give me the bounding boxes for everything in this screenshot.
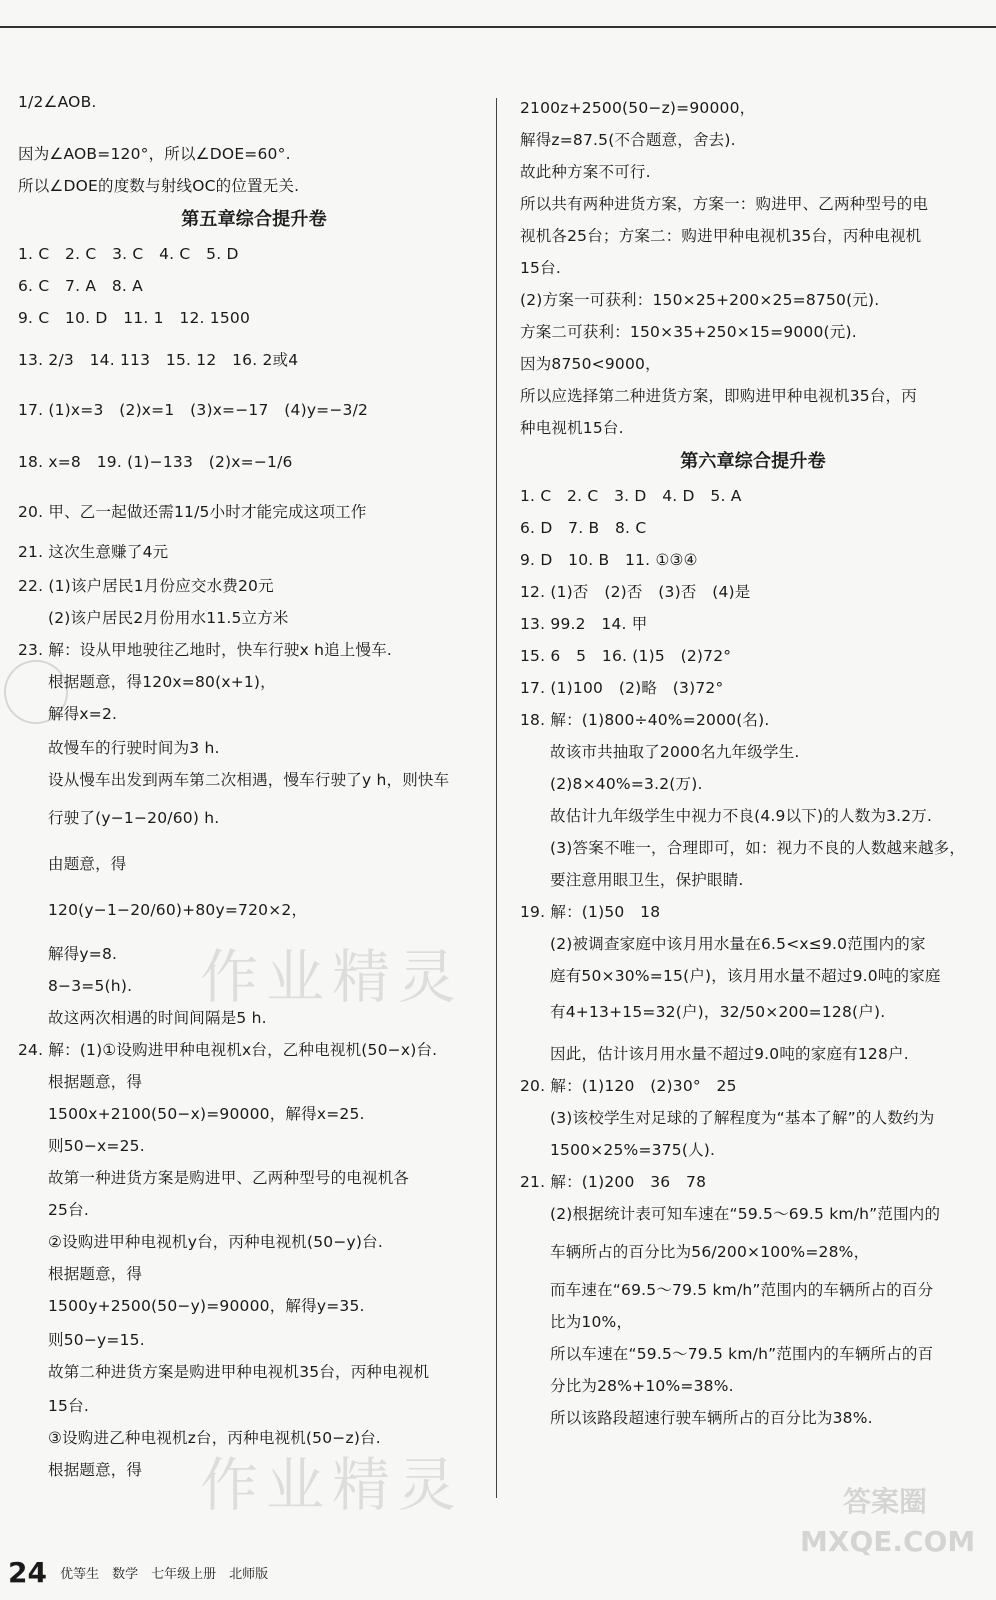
- answer-line: 1. C 2. C 3. D 4. D 5. A: [520, 487, 742, 505]
- answer-line: 22. (1)该户居民1月份应交水费20元: [18, 577, 274, 595]
- answer-line: 分比为28%+10%=38%.: [550, 1377, 734, 1395]
- answer-line: 15. 6 5 16. (1)5 (2)72°: [520, 647, 732, 665]
- answer-line: 15台.: [48, 1397, 89, 1415]
- answer-line: 17. (1)100 (2)略 (3)72°: [520, 679, 724, 697]
- answer-line: 6. D 7. B 8. C: [520, 519, 647, 537]
- answer-line: 18. x=8 19. (1)−133 (2)x=−1/6: [18, 453, 293, 471]
- answer-line: 解得y=8.: [48, 945, 118, 963]
- answer-line: 则50−x=25.: [48, 1137, 145, 1155]
- answer-line: 17. (1)x=3 (2)x=1 (3)x=−17 (4)y=−3/2: [18, 401, 369, 419]
- answer-line: 解得z=87.5(不合题意，舍去).: [520, 131, 736, 149]
- answer-line: (2)根据统计表可知车速在“59.5～69.5 km/h”范围内的: [550, 1205, 941, 1223]
- answer-line: 比为10%，: [550, 1313, 633, 1331]
- site-logo: 答案圈 MXQE.COM: [800, 1485, 976, 1558]
- answer-line: 所以应选择第二种进货方案，即购进甲种电视机35台，丙: [520, 387, 917, 405]
- answer-line: 要注意用眼卫生，保护眼睛.: [550, 871, 744, 889]
- answer-line: 根据题意，得: [48, 1265, 143, 1283]
- answer-line: 1500x+2100(50−x)=90000，解得x=25.: [48, 1105, 365, 1123]
- answer-line: 解得x=2.: [48, 705, 118, 723]
- answer-line: (2)8×40%=3.2(万).: [550, 775, 703, 793]
- answer-line: 根据题意，得: [48, 1461, 143, 1479]
- answer-line: 13. 2/3 14. 113 15. 12 16. 2或4: [18, 351, 299, 369]
- answer-line: 故估计九年级学生中视力不良(4.9以下)的人数为3.2万.: [550, 807, 933, 825]
- column-divider: [496, 98, 497, 1498]
- answer-line: 23. 解：设从甲地驶往乙地时，快车行驶x h追上慢车.: [18, 641, 393, 659]
- answer-line: 120(y−1−20/60)+80y=720×2，: [48, 901, 308, 919]
- answer-line: 所以该路段超速行驶车辆所占的百分比为38%.: [550, 1409, 873, 1427]
- answer-line: (3)答案不唯一，合理即可，如：视力不良的人数越来越多，: [550, 839, 966, 857]
- answer-line: 2100z+2500(50−z)=90000，: [520, 99, 756, 117]
- answer-line: 19. 解：(1)50 18: [520, 903, 661, 921]
- answer-line: 20. 解：(1)120 (2)30° 25: [520, 1077, 737, 1095]
- answer-line: 所以∠DOE的度数与射线OC的位置无关.: [18, 177, 300, 195]
- answer-line: 9. C 10. D 11. 1 12. 1500: [18, 309, 251, 327]
- answer-line: (2)该户居民2月份用水11.5立方米: [48, 609, 289, 627]
- top-rule: [0, 26, 996, 28]
- answer-line: 1500y+2500(50−y)=90000，解得y=35.: [48, 1297, 365, 1315]
- section-heading: 第六章综合提升卷: [680, 451, 826, 472]
- answer-line: 25台.: [48, 1201, 89, 1219]
- answer-line: ②设购进甲种电视机y台，丙种电视机(50−y)台.: [48, 1233, 383, 1251]
- answer-line: 根据题意，得: [48, 1073, 143, 1091]
- answer-line: 故第一种进货方案是购进甲、乙两种型号的电视机各: [48, 1169, 410, 1187]
- section-heading: 第五章综合提升卷: [181, 209, 327, 230]
- watermark-text-2: 作业精灵: [200, 1451, 465, 1519]
- answer-line: 因为8750<9000，: [520, 355, 661, 373]
- answer-line: 而车速在“69.5～79.5 km/h”范围内的车辆所占的百分: [550, 1281, 934, 1299]
- answer-line: ③设购进乙种电视机z台，丙种电视机(50−z)台.: [48, 1429, 381, 1447]
- answer-line: 1. C 2. C 3. C 4. C 5. D: [18, 245, 239, 263]
- answer-line: (2)方案一可获利：150×25+200×25=8750(元).: [520, 291, 880, 309]
- answer-line: 方案二可获利：150×35+250×15=9000(元).: [520, 323, 857, 341]
- answer-line: 24. 解：(1)①设购进甲种电视机x台，乙种电视机(50−x)台.: [18, 1041, 438, 1059]
- answer-line: 视机各25台；方案二：购进甲种电视机35台，丙种电视机: [520, 227, 922, 245]
- answer-line: 所以共有两种进货方案，方案一：购进甲、乙两种型号的电: [520, 195, 929, 213]
- answer-line: 种电视机15台.: [520, 419, 624, 437]
- answer-line: 故此种方案不可行.: [520, 163, 651, 181]
- page-footer: [8, 1556, 268, 1589]
- answer-line: 有4+13+15=32(户)，32/50×200=128(户).: [550, 1003, 886, 1021]
- answer-line: 车辆所占的百分比为56/200×100%=28%，: [550, 1243, 870, 1261]
- footer-text: 优等生 数学 七年级上册 北师版: [60, 1567, 269, 1582]
- answer-line: 故这两次相遇的时间间隔是5 h.: [48, 1009, 267, 1027]
- answer-line: (3)该校学生对足球的了解程度为“基本了解”的人数约为: [550, 1109, 935, 1127]
- answer-line: 则50−y=15.: [48, 1331, 145, 1349]
- answer-line: 9. D 10. B 11. ①③④: [520, 551, 698, 569]
- answer-line: 根据题意，得120x=80(x+1)，: [48, 673, 276, 691]
- answer-line: 行驶了(y−1−20/60) h.: [48, 809, 220, 827]
- answer-line: 21. 解：(1)200 36 78: [520, 1173, 707, 1191]
- answer-line: 18. 解：(1)800÷40%=2000(名).: [520, 711, 770, 729]
- answer-line: (2)被调查家庭中该月用水量在6.5<x≤9.0范围内的家: [550, 935, 926, 953]
- answer-line: 6. C 7. A 8. A: [18, 277, 143, 295]
- answer-line: 1/2∠AOB.: [18, 93, 97, 111]
- answer-line: 20. 甲、乙一起做还需11/5小时才能完成这项工作: [18, 503, 367, 521]
- answer-line: 因为∠AOB=120°，所以∠DOE=60°.: [18, 145, 291, 163]
- answer-line: 设从慢车出发到两车第二次相遇，慢车行驶了y h，则快车: [48, 771, 450, 789]
- answer-line: 庭有50×30%=15(户)，该月用水量不超过9.0吨的家庭: [550, 967, 941, 985]
- answer-line: 所以车速在“59.5～79.5 km/h”范围内的车辆所占的百: [550, 1345, 934, 1363]
- watermark-text: 作业精灵: [200, 943, 465, 1011]
- answer-line: 故该市共抽取了2000名九年级学生.: [550, 743, 800, 761]
- answer-line: 故慢车的行驶时间为3 h.: [48, 739, 220, 757]
- page-number: 24: [8, 1556, 47, 1589]
- answer-line: 故第二种进货方案是购进甲种电视机35台，丙种电视机: [48, 1363, 430, 1381]
- answer-line: 因此，估计该月用水量不超过9.0吨的家庭有128户.: [550, 1045, 909, 1063]
- answer-line: 1500×25%=375(人).: [550, 1141, 716, 1159]
- answer-line: 21. 这次生意赚了4元: [18, 543, 169, 561]
- answer-line: 12. (1)否 (2)否 (3)否 (4)是: [520, 583, 751, 601]
- answer-line: 13. 99.2 14. 甲: [520, 615, 648, 633]
- answer-line: 8−3=5(h).: [48, 977, 133, 995]
- answer-line: 由题意，得: [48, 855, 127, 873]
- answer-line: 15台.: [520, 259, 561, 277]
